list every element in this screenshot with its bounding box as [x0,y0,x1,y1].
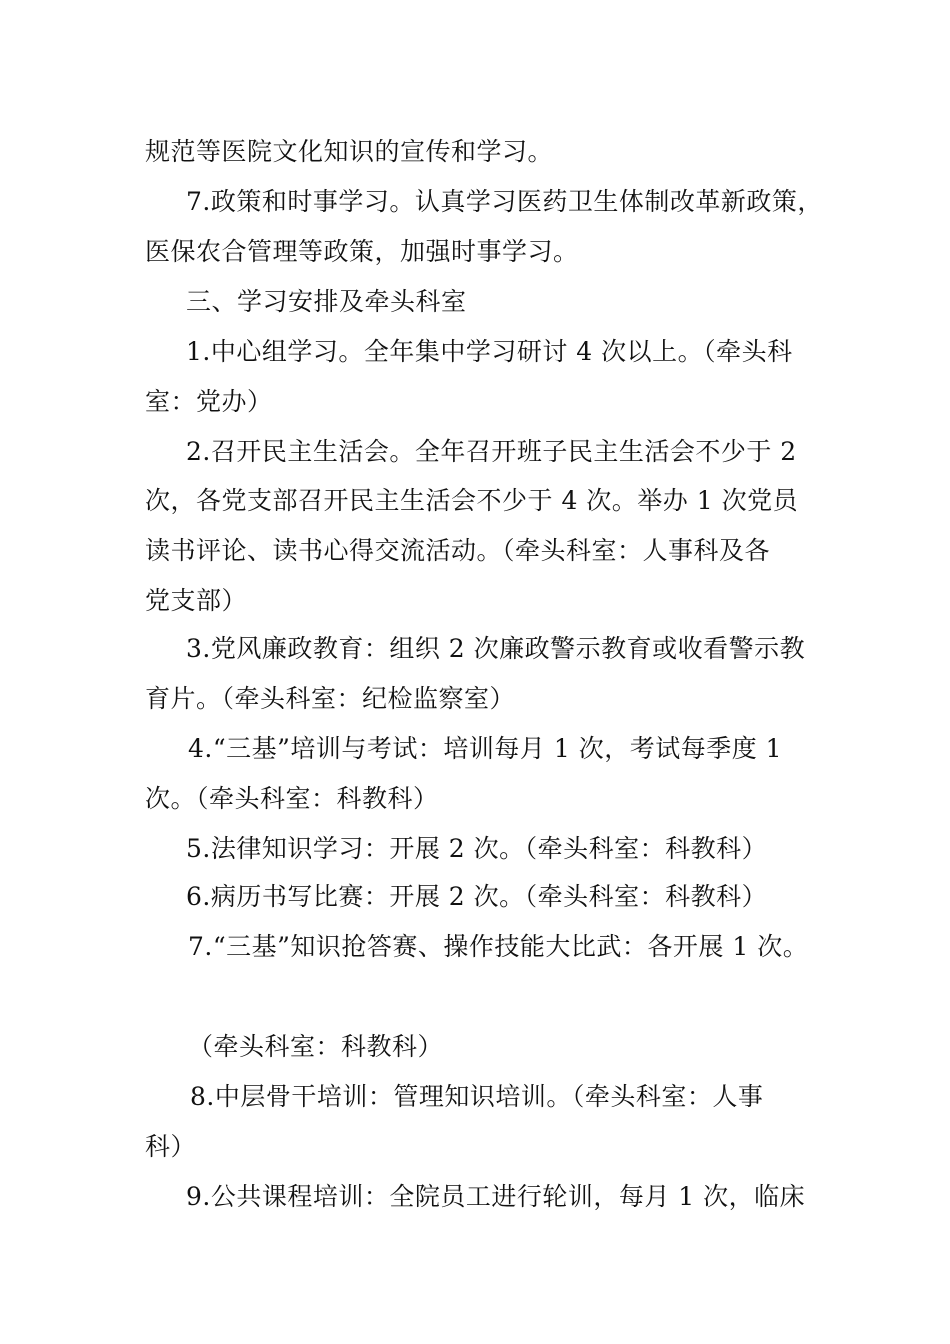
section-heading: 三、学习安排及牵头科室 [186,287,467,316]
text-line: 次，各党支部召开民主生活会不少于 4 次。举办 1 次党员 [145,486,799,515]
text-line: 5.法律知识学习：开展 2 次。（牵头科室：科教科） [186,834,768,863]
text-line: 4.“三基”培训与考试：培训每月 1 次，考试每季度 1 [188,734,783,763]
text-line: （牵头科室：科教科） [188,1032,444,1061]
text-line: 党支部） [145,586,248,615]
text-line: 2.召开民主生活会。全年召开班子民主生活会不少于 2 [186,437,797,466]
text-line: 9.公共课程培训：全院员工进行轮训，每月 1 次，临床 [186,1182,806,1211]
text-line: 科） [145,1132,197,1161]
text-line: 读书评论、读书心得交流活动。（牵头科室：人事科及各 [145,536,771,565]
text-line: 8.中层骨干培训：管理知识培训。（牵头科室：人事 [190,1082,764,1111]
text-line: 6.病历书写比赛：开展 2 次。（牵头科室：科教科） [186,882,768,911]
text-line: 育片。（牵头科室：纪检监察室） [145,684,516,713]
text-line: 室：党办） [145,387,273,416]
text-line: 医保农合管理等政策，加强时事学习。 [145,237,579,266]
text-line: 1.中心组学习。全年集中学习研讨 4 次以上。（牵头科 [186,337,793,366]
text-line: 7.“三基”知识抢答赛、操作技能大比武：各开展 1 次。 [188,932,809,961]
text-line: 3.党风廉政教育：组织 2 次廉政警示教育或收看警示教 [186,634,806,663]
text-line: 7.政策和时事学习。认真学习医药卫生体制改革新政策， [186,187,823,216]
text-line: 次。（牵头科室：科教科） [145,784,439,813]
text-line: 规范等医院文化知识的宣传和学习。 [145,137,554,166]
